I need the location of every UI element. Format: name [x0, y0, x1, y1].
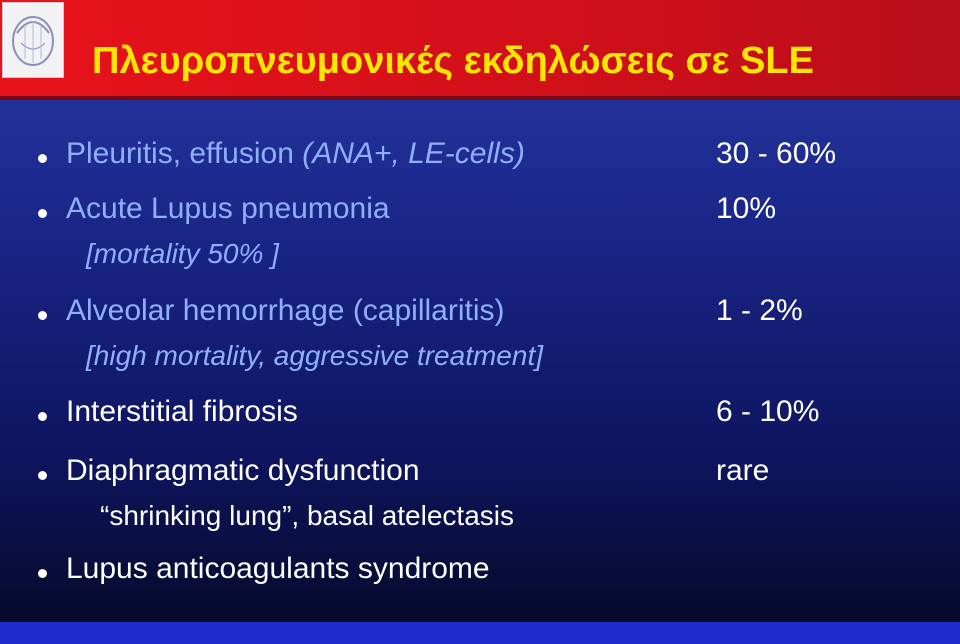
item-value: 30 - 60% [716, 137, 837, 170]
bullet-icon [38, 154, 47, 163]
item-value: 10% [716, 192, 777, 225]
item-value: 1 - 2% [716, 294, 803, 327]
list-item [0, 135, 960, 179]
list-item [0, 452, 960, 542]
item-label: Acute Lupus pneumonia [66, 192, 390, 225]
athena-head-logo-icon [2, 2, 64, 78]
item-sub-label: [high mortality, aggressive treatment] [86, 340, 544, 371]
list-item [0, 292, 960, 382]
item-value: 6 - 10% [716, 395, 820, 428]
item-sub-label: [mortality 50% ] [86, 238, 279, 269]
item-value: rare [716, 454, 770, 487]
item-label: Diaphragmatic dysfunction [66, 454, 420, 487]
bullet-icon [38, 471, 47, 480]
list-item [0, 550, 960, 594]
header-divider [0, 96, 960, 100]
title-bar [0, 0, 960, 96]
item-label: Interstitial fibrosis [66, 395, 298, 428]
item-label-italic: (ANA+, LE-cells) [302, 137, 525, 170]
item-label-text: Pleuritis, effusion [66, 137, 303, 170]
bullet-icon [38, 412, 47, 421]
bullet-icon [38, 209, 47, 218]
list-item [0, 393, 960, 437]
footer-bar [0, 622, 960, 644]
item-sub-label: “shrinking lung”, basal atelectasis [100, 500, 514, 531]
list-item [0, 190, 960, 280]
item-label [66, 137, 525, 171]
bullet-icon [38, 311, 47, 320]
page-title: Πλευροπνευμονικές εκδηλώσεις σε SLE [92, 40, 814, 82]
bullet-icon [38, 569, 47, 578]
item-label: Alveolar hemorrhage (capillaritis) [66, 294, 505, 327]
item-label: Lupus anticoagulants syndrome [66, 552, 490, 585]
